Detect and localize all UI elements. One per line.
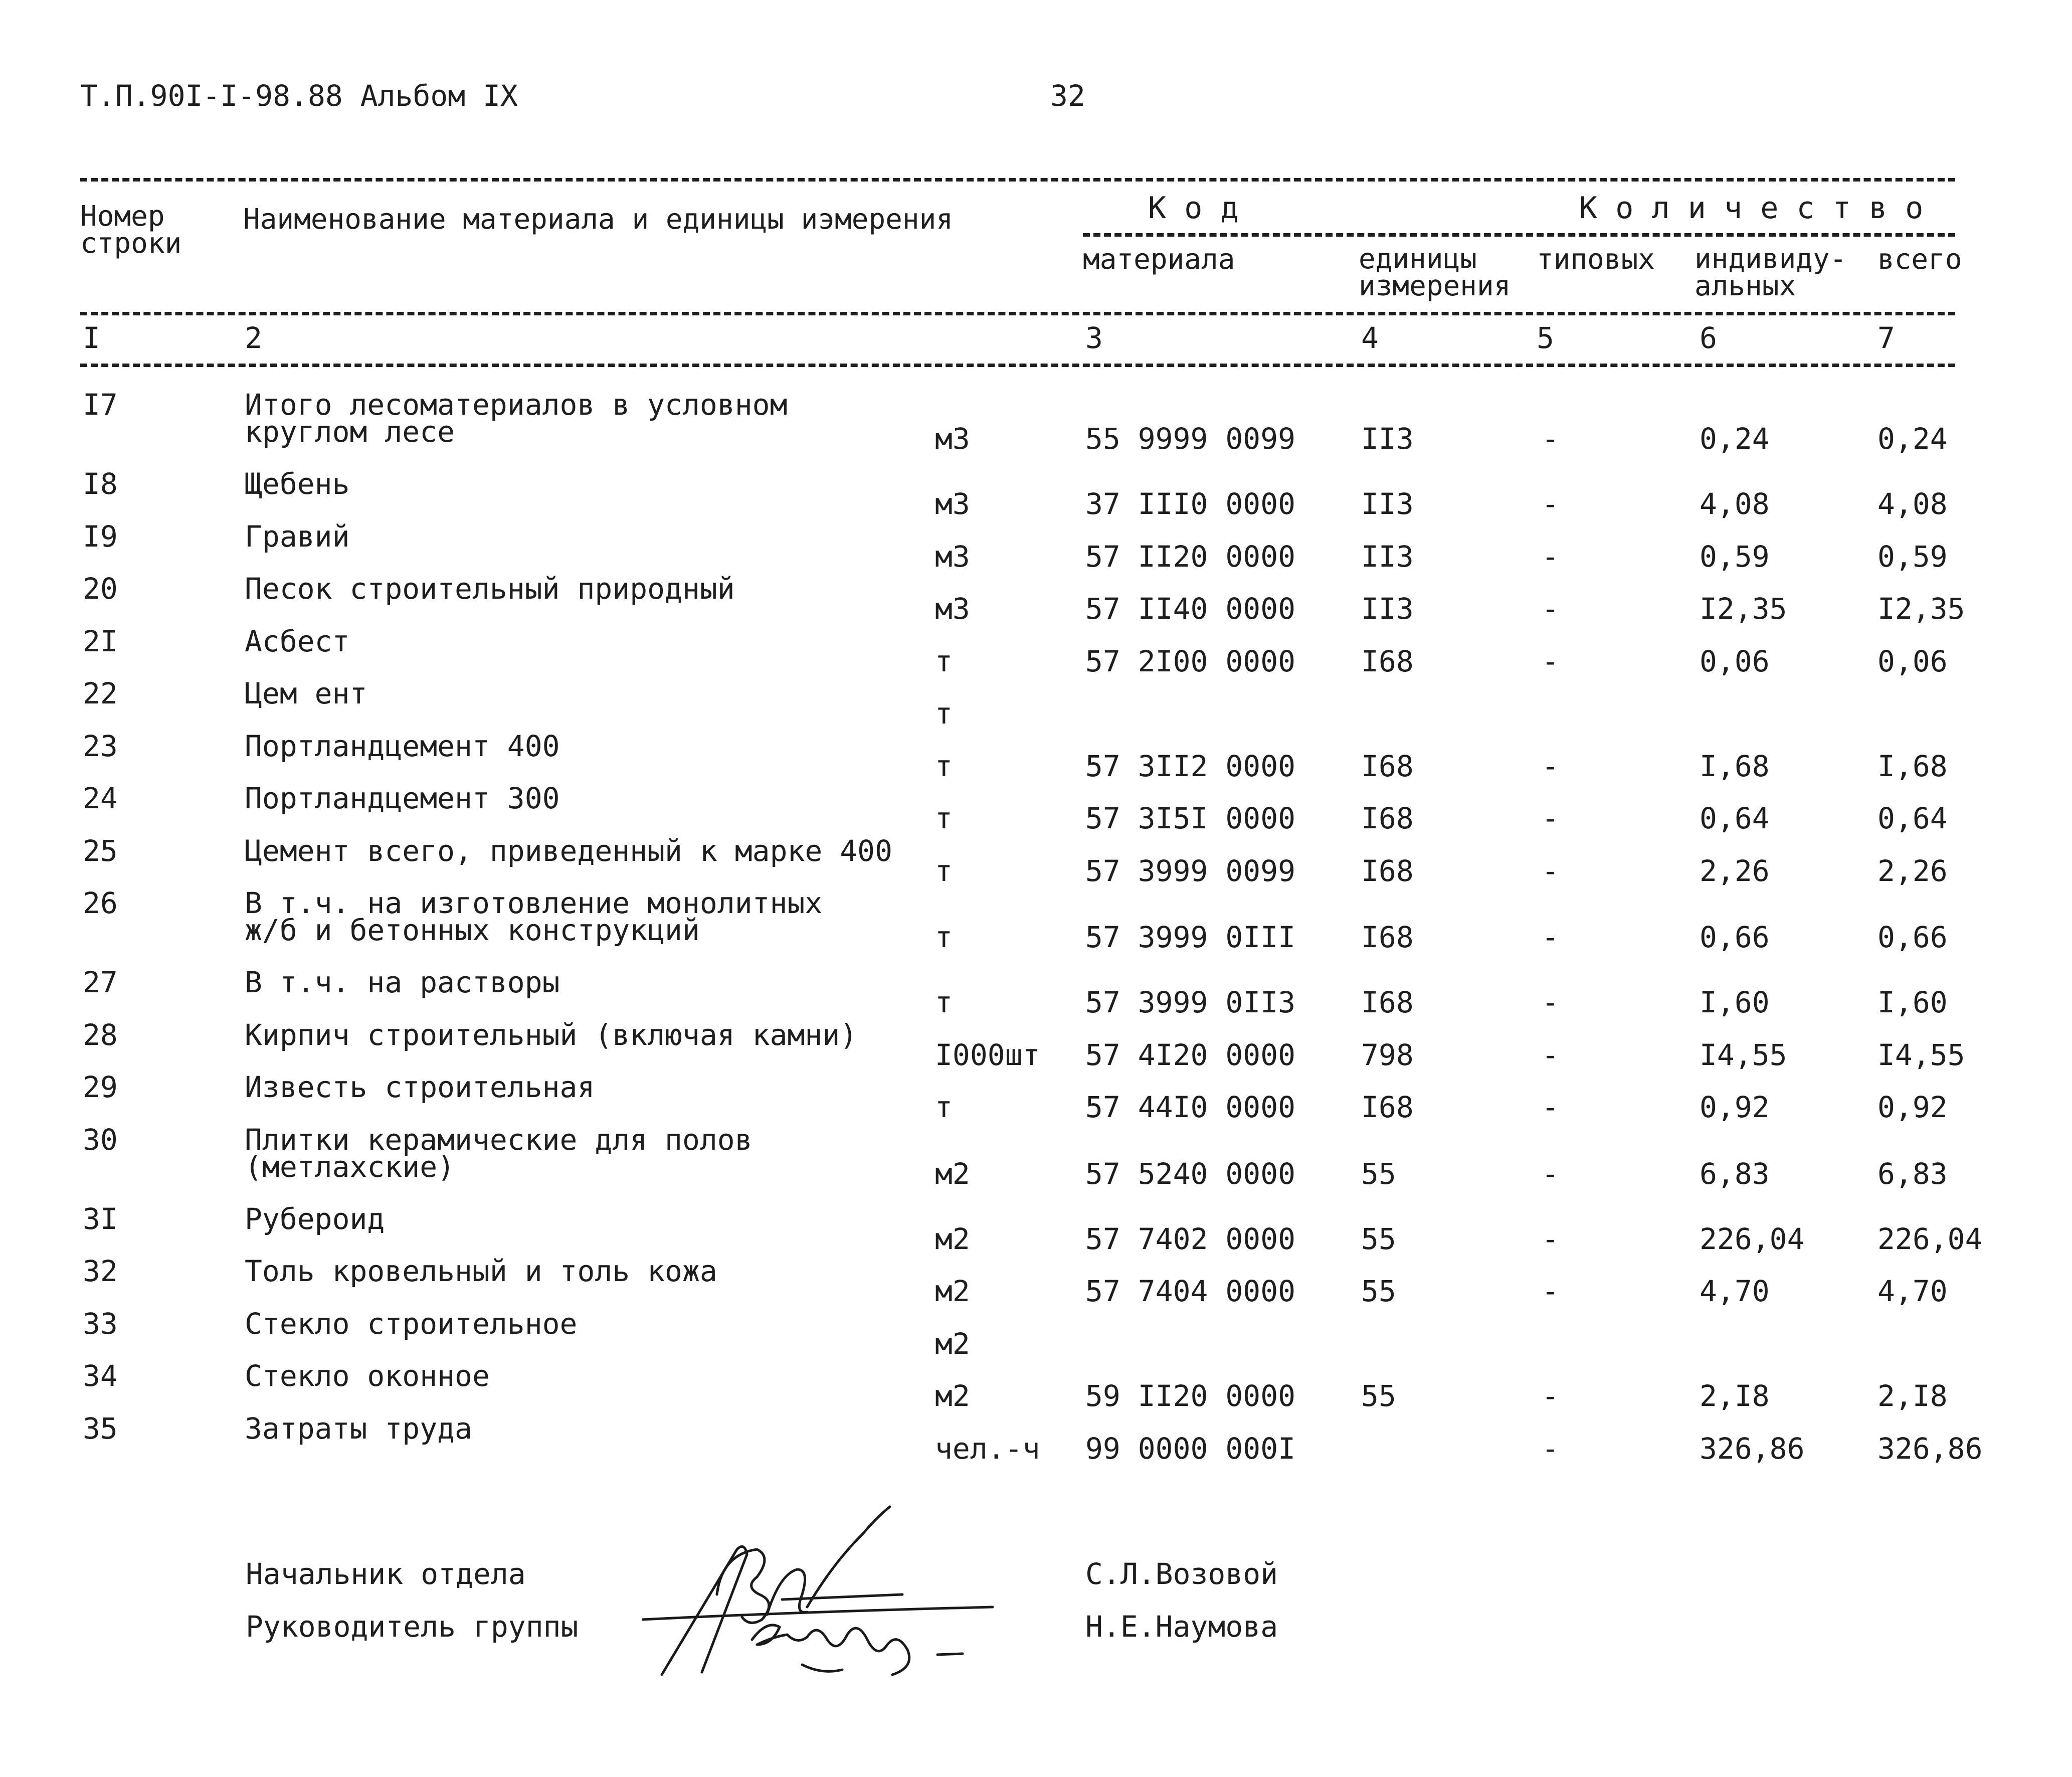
row-number: 28 <box>83 1017 118 1052</box>
header-bottom-rule <box>80 364 1955 367</box>
material-code: 57 7402 0000 <box>1085 1221 1296 1256</box>
qty-total: 4,08 <box>1877 487 1948 521</box>
qty-individual: 6,83 <box>1700 1156 1770 1191</box>
header-qty-typical: типовых <box>1537 243 1655 276</box>
header-qty-total: всего <box>1877 243 1962 276</box>
column-number-4: 4 <box>1361 321 1379 355</box>
unit-of-measure: т <box>935 985 953 1019</box>
unit-of-measure: т <box>935 696 953 731</box>
unit-of-measure: м2 <box>935 1379 970 1413</box>
qty-individual: 0,59 <box>1700 539 1770 574</box>
material-code: 55 9999 0099 <box>1085 422 1296 456</box>
unit-code: I68 <box>1361 644 1414 678</box>
unit-code: 798 <box>1361 1037 1414 1072</box>
qty-total: 326,86 <box>1877 1431 1983 1466</box>
qty-total: 226,04 <box>1877 1221 1983 1256</box>
qty-typical: - <box>1542 539 1559 574</box>
header-row-number: Номер строки <box>80 200 182 260</box>
column-number-1: I <box>83 321 100 355</box>
unit-of-measure: м2 <box>935 1156 970 1191</box>
material-name: Затраты труда <box>245 1411 472 1446</box>
qty-total: 0,66 <box>1877 920 1948 954</box>
material-code: 57 44I0 0000 <box>1085 1090 1296 1124</box>
unit-code: II3 <box>1361 539 1414 574</box>
table-row <box>0 965 2072 1021</box>
qty-typical: - <box>1542 1156 1559 1191</box>
table-row <box>0 1411 2072 1467</box>
qty-individual: 0,24 <box>1700 422 1770 456</box>
qty-individual: I,60 <box>1700 985 1770 1019</box>
qty-total: 2,26 <box>1877 853 1948 888</box>
qty-typical: - <box>1542 801 1559 835</box>
table-row <box>0 1122 2072 1192</box>
unit-code: II3 <box>1361 487 1414 521</box>
signature-role-1: Начальник отдела <box>246 1557 526 1591</box>
qty-total: 0,64 <box>1877 801 1948 835</box>
unit-of-measure: т <box>935 749 953 783</box>
row-number: I8 <box>83 467 118 501</box>
material-name: Плитки керамические для полов (метлахские) <box>245 1122 752 1184</box>
qty-total: 0,24 <box>1877 422 1948 456</box>
table-row <box>0 886 2072 956</box>
unit-of-measure: т <box>935 920 953 954</box>
table-row <box>0 781 2072 837</box>
row-number: I9 <box>83 519 118 554</box>
document-reference: Т.П.90I-I-98.88 Альбом IX <box>80 79 518 113</box>
qty-individual: I,68 <box>1700 749 1770 783</box>
unit-code: I68 <box>1361 801 1414 835</box>
row-number: 26 <box>83 886 118 920</box>
unit-code: I68 <box>1361 1090 1414 1124</box>
unit-code: 55 <box>1361 1274 1396 1308</box>
qty-total: 2,I8 <box>1877 1379 1948 1413</box>
material-name: Стекло оконное <box>245 1359 490 1393</box>
qty-typical: - <box>1542 985 1559 1019</box>
unit-of-measure: м3 <box>935 539 970 574</box>
material-name: Портландцемент 400 <box>245 729 560 763</box>
row-number: 2I <box>83 624 118 658</box>
qty-individual: 226,04 <box>1700 1221 1805 1256</box>
row-number: 20 <box>83 572 118 606</box>
qty-typical: - <box>1542 644 1559 678</box>
row-number: 30 <box>83 1122 118 1157</box>
table-row <box>0 388 2072 457</box>
table-row <box>0 519 2072 575</box>
material-name: Цемент всего, приведенный к марке 400 <box>245 833 893 868</box>
material-name: Стекло строительное <box>245 1306 578 1341</box>
table-row <box>0 1070 2072 1126</box>
unit-code: I68 <box>1361 985 1414 1019</box>
material-code: 57 5240 0000 <box>1085 1156 1296 1191</box>
unit-code: 55 <box>1361 1221 1396 1256</box>
material-name: Рубероид <box>245 1201 385 1236</box>
material-name: Портландцемент 300 <box>245 781 560 815</box>
qty-total: 4,70 <box>1877 1274 1948 1308</box>
material-name: Итого лесоматериалов в условном круглом лесе <box>245 388 788 449</box>
table-row <box>0 624 2072 680</box>
qty-typical: - <box>1542 1090 1559 1124</box>
qty-typical: - <box>1542 1037 1559 1072</box>
material-code: 57 3II2 0000 <box>1085 749 1296 783</box>
signature-name-1: С.Л.Возовой <box>1085 1557 1278 1591</box>
material-name: Щебень <box>245 467 350 501</box>
table-row <box>0 676 2072 732</box>
row-number: 23 <box>83 729 118 763</box>
material-code: 57 II40 0000 <box>1085 592 1296 626</box>
column-number-3: 3 <box>1085 321 1103 355</box>
header-sub-rule <box>1083 233 1955 237</box>
unit-of-measure: м2 <box>935 1274 970 1308</box>
table-row <box>0 467 2072 522</box>
table-row <box>0 1017 2072 1074</box>
qty-total: I,68 <box>1877 749 1948 783</box>
handwritten-signature <box>642 1494 1023 1685</box>
unit-code: I68 <box>1361 853 1414 888</box>
unit-of-measure: м3 <box>935 422 970 456</box>
table-row <box>0 833 2072 890</box>
qty-total: I4,55 <box>1877 1037 1965 1072</box>
qty-typical: - <box>1542 853 1559 888</box>
material-name: В т.ч. на изготовление монолитных ж/б и бетонных конструкций <box>245 886 823 947</box>
qty-individual: 0,92 <box>1700 1090 1770 1124</box>
page-number: 32 <box>1050 79 1085 113</box>
unit-of-measure: м3 <box>935 487 970 521</box>
qty-typical: - <box>1542 422 1559 456</box>
qty-individual: 0,64 <box>1700 801 1770 835</box>
material-name: Толь кровельный и толь кожа <box>245 1254 717 1288</box>
material-code: 57 3999 0III <box>1085 920 1296 954</box>
unit-of-measure: т <box>935 853 953 888</box>
table-row <box>0 1306 2072 1362</box>
column-number-2: 2 <box>245 321 262 355</box>
unit-code: 55 <box>1361 1156 1396 1191</box>
qty-typical: - <box>1542 487 1559 521</box>
material-code: 57 3I5I 0000 <box>1085 801 1296 835</box>
material-name: Асбест <box>245 624 350 658</box>
header-code-unit: единицы измерения <box>1359 243 1511 302</box>
header-top-rule <box>80 178 1955 182</box>
table-row <box>0 1359 2072 1414</box>
qty-typical: - <box>1542 1221 1559 1256</box>
qty-individual: 4,70 <box>1700 1274 1770 1308</box>
header-qty-individual: индивиду- альных <box>1694 243 1847 302</box>
table-row <box>0 729 2072 785</box>
qty-typical: - <box>1542 920 1559 954</box>
qty-typical: - <box>1542 1274 1559 1308</box>
column-number-7: 7 <box>1877 321 1895 355</box>
qty-total: 0,06 <box>1877 644 1948 678</box>
qty-typical: - <box>1542 1379 1559 1413</box>
unit-of-measure: чел.-ч <box>935 1431 1040 1466</box>
qty-total: 6,83 <box>1877 1156 1948 1191</box>
unit-code: I68 <box>1361 749 1414 783</box>
row-number: 29 <box>83 1070 118 1104</box>
qty-individual: 2,I8 <box>1700 1379 1770 1413</box>
header-code-group: К о д <box>1148 191 1239 226</box>
material-code: 57 4I20 0000 <box>1085 1037 1296 1072</box>
signature-name-2: Н.Е.Наумова <box>1085 1610 1278 1644</box>
column-number-5: 5 <box>1537 321 1554 355</box>
qty-total: 0,92 <box>1877 1090 1948 1124</box>
material-code: 99 0000 000I <box>1085 1431 1296 1466</box>
unit-code: 55 <box>1361 1379 1396 1413</box>
material-name: Гравий <box>245 519 350 554</box>
row-number: 32 <box>83 1254 118 1288</box>
header-quantity-group: К о л и ч е с т в о <box>1579 191 1924 226</box>
qty-individual: 2,26 <box>1700 853 1770 888</box>
material-name: Цем ент <box>245 676 367 710</box>
qty-individual: I2,35 <box>1700 592 1787 626</box>
qty-typical: - <box>1542 592 1559 626</box>
qty-typical: - <box>1542 1431 1559 1466</box>
qty-individual: 0,66 <box>1700 920 1770 954</box>
header-material-name: Наименование материала и единицы иэмерения <box>243 203 954 236</box>
row-number: 24 <box>83 781 118 815</box>
unit-of-measure: т <box>935 801 953 835</box>
qty-typical: - <box>1542 749 1559 783</box>
qty-individual: I4,55 <box>1700 1037 1787 1072</box>
material-name: В т.ч. на растворы <box>245 965 560 999</box>
unit-code: I68 <box>1361 920 1414 954</box>
material-code: 37 III0 0000 <box>1085 487 1296 521</box>
qty-total: I2,35 <box>1877 592 1965 626</box>
unit-of-measure: м3 <box>935 592 970 626</box>
table-row <box>0 1254 2072 1310</box>
unit-code: II3 <box>1361 422 1414 456</box>
unit-of-measure: м2 <box>935 1326 970 1361</box>
material-code: 57 2I00 0000 <box>1085 644 1296 678</box>
unit-of-measure: м2 <box>935 1221 970 1256</box>
unit-of-measure: I000шт <box>935 1037 1040 1072</box>
material-name: Кирпич строительный (включая камни) <box>245 1017 858 1052</box>
header-mid-rule <box>80 312 1955 315</box>
material-code: 59 II20 0000 <box>1085 1379 1296 1413</box>
material-code: 57 7404 0000 <box>1085 1274 1296 1308</box>
row-number: 34 <box>83 1359 118 1393</box>
unit-code: II3 <box>1361 592 1414 626</box>
qty-total: I,60 <box>1877 985 1948 1019</box>
unit-of-measure: т <box>935 1090 953 1124</box>
column-number-6: 6 <box>1700 321 1717 355</box>
qty-individual: 4,08 <box>1700 487 1770 521</box>
material-code: 57 3999 0099 <box>1085 853 1296 888</box>
row-number: 3I <box>83 1201 118 1236</box>
table-row <box>0 1201 2072 1258</box>
material-name: Песок строительный природный <box>245 572 735 606</box>
signature-role-2: Руководитель группы <box>246 1610 579 1644</box>
row-number: 33 <box>83 1306 118 1341</box>
qty-individual: 0,06 <box>1700 644 1770 678</box>
row-number: I7 <box>83 388 118 422</box>
qty-total: 0,59 <box>1877 539 1948 574</box>
header-code-material: материала <box>1083 243 1235 276</box>
row-number: 27 <box>83 965 118 999</box>
row-number: 22 <box>83 676 118 710</box>
row-number: 35 <box>83 1411 118 1446</box>
material-code: 57 II20 0000 <box>1085 539 1296 574</box>
row-number: 25 <box>83 833 118 868</box>
material-name: Известь строительная <box>245 1070 595 1104</box>
table-row <box>0 572 2072 627</box>
material-code: 57 3999 0II3 <box>1085 985 1296 1019</box>
unit-of-measure: т <box>935 644 953 678</box>
qty-individual: 326,86 <box>1700 1431 1805 1466</box>
